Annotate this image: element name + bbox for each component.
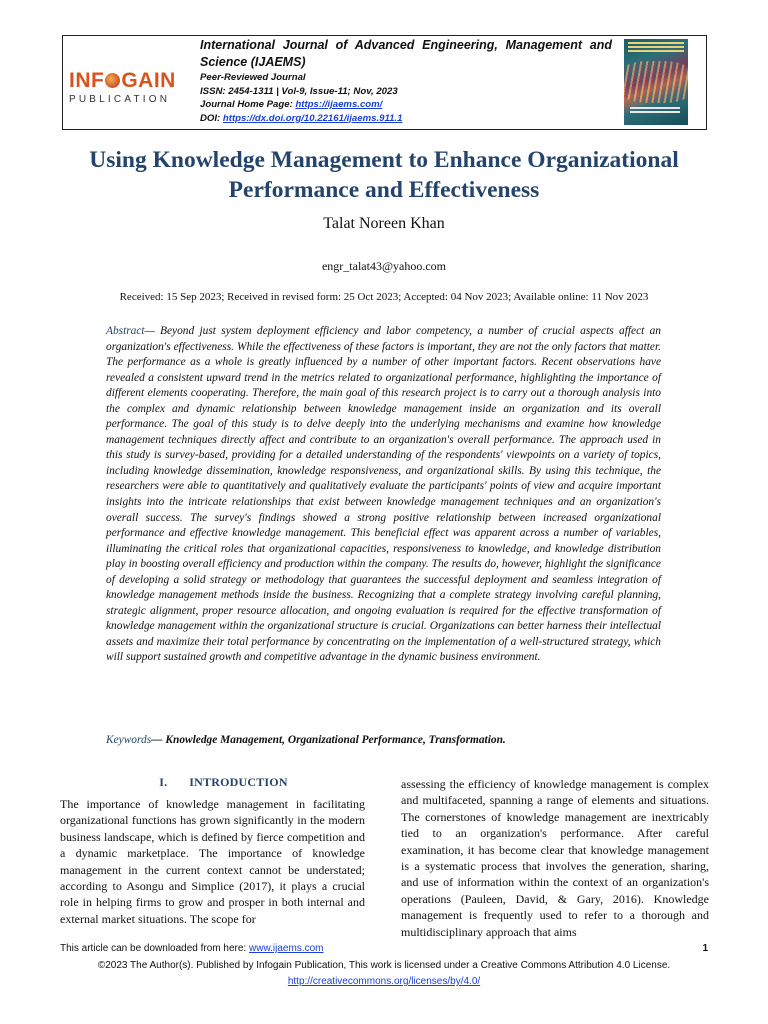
journal-cover-image [624, 39, 688, 125]
section-title: INTRODUCTION [189, 775, 288, 789]
globe-icon [105, 73, 120, 88]
journal-header [62, 35, 707, 130]
keywords-text: Knowledge Management, Organizational Performance, Transformation. [165, 734, 506, 746]
section-heading-introduction [60, 775, 365, 790]
journal-info [200, 37, 612, 125]
issn-line: ISSN: 2454-1311 | Vol-9, Issue-11; Nov, 2023 [200, 85, 398, 97]
abstract-label: Abstract [106, 325, 145, 337]
journal-title: International Journal of Advanced Engineering, Management and Science (IJAEMS) [200, 38, 612, 69]
license-line [0, 976, 768, 987]
footer-download-line: This article can be downloaded from here: www.ijaems.com 1 [60, 943, 708, 954]
keywords: Keywords— Knowledge Management, Organizational Performance, Transformation. [106, 734, 506, 746]
peer-reviewed-label: Peer-Reviewed Journal [200, 72, 306, 83]
keywords-label: Keywords [106, 734, 152, 746]
homepage-link[interactable]: https://ijaems.com/ [295, 99, 383, 110]
download-link[interactable]: www.ijaems.com [249, 943, 324, 954]
abstract: Abstract— Beyond just system deployment efficiency and labor competency, a number of crucial aspects affect an organization's effectiveness. While the effectiveness of these factors is important, they are not the only factors that matter. The performance as a whole is greatly influenced by a number of other important factors. Recent observations have revealed a consistent upward trend in the metrics related to organizational performance, highlighting the importance of different elements cooperating. Therefore, the main goal of this research project is to carry out a thorough analysis into the complex and dynamic relationship between knowledge management inside an organization and its overall performance. The goal of this study is to delve deeply into the underlying mechanisms and examine how knowledge management techniques directly affect and contribute to an organization's overall performance. The approach used in this study is survey-based, providing for a detailed understanding of the respondents' viewpoints on a variety of topics, including knowledge dissemination, knowledge responsiveness, and organizational skills. By using this technique, the researchers were able to quantitatively and qualitatively evaluate the participants' points of view and acquire important insights into the intricate relationships that exist between knowledge management techniques and an organization's overall success. The survey's findings showed a strong positive relationship between increased organizational performance and effective knowledge management. This beneficial effect was apparent across a number of variables, illuminating the critical roles that organizational capacities, responsiveness to knowledge, and knowledge distribution play in boosting overall efficiency and production within the company. The results do, however, highlight the significance of developing a solid strategy or methodology that guarantees the successful deployment and seamless integration of knowledge management methods inside the business. Recognizing that a complete strategy involving careful planning, strategic alignment, proper resource allocation, and ongoing evaluation is required for the effective transformation of knowledge management within the organizational structure is crucial. Organizations can better harness their intellectual assets and maximize their total performance by concentrating on the implementation of a well-structured strategy, which will support sustained growth and competitive advantage in the dynamic business environment. [106, 325, 661, 664]
homepage-line: Journal Home Page: https://ijaems.com/ [200, 99, 383, 110]
section-number: I. [159, 775, 168, 789]
intro-left-column: The importance of knowledge management in facilitating organizational functions has grown significantly in the modern business landscape, which is defined by fierce competition and a dynamic marketplace. The importance of knowledge management in the current context cannot be understated; according to Asongu and Simplice (2017), it plays a crucial role in helping firms to grow and prosper in both internal and external market situations. The scope for [60, 797, 365, 926]
article-dates: Received: 15 Sep 2023; Received in revised form: 25 Oct 2023; Accepted: 04 Nov 2023; Available online: 11 Nov 2023 [119, 291, 649, 303]
doi-link[interactable]: https://dx.doi.org/10.22161/ijaems.911.1 [222, 112, 403, 124]
article-title: Using Knowledge Management to Enhance Organizational Performance and Effectiveness [89, 147, 679, 203]
publisher-logo: INF GAIN PUBLICATION [69, 70, 187, 110]
abstract-text: Beyond just system deployment efficiency and labor competency, a number of crucial aspects affect an organization's effectiveness. While the effectiveness of these factors is important, they are not the only factors that matter. The performance as a whole is greatly influenced by a number of other important factors. Recent observations have revealed a consistent upward trend in the metrics related to organizational performance, highlighting the importance of different elements cooperating. Therefore, the main goal of this research project is to carry out a thorough analysis into the complex and dynamic relationship between knowledge management inside an organization and its overall performance. The goal of this study is to delve deeply into the underlying mechanisms and examine how knowledge management techniques directly affect and contribute to an organization's overall performance. The approach used in this study is survey-based, providing for a detailed understanding of the respondents' viewpoints on a variety of topics, including knowledge dissemination, knowledge responsiveness, and organizational skills. By using this technique, the researchers were able to quantitatively and qualitatively evaluate the participants' points of view and acquire important insights into the intricate relationships that exist between knowledge management techniques and an organization's overall success. The survey's findings showed a strong positive relationship between increased organizational performance and effective knowledge management. This beneficial effect was apparent across a number of variables, illuminating the critical roles that organizational capacities, responsiveness to knowledge, and knowledge distribution play in boosting overall efficiency and production within the company. The results do, however, highlight the significance of developing a solid strategy or methodology that guarantees the successful deployment and seamless integration of knowledge management methods inside the business. Recognizing that a complete strategy involving careful planning, strategic alignment, proper resource allocation, and ongoing evaluation is required for the effective transformation of knowledge management within the organizational structure is crucial. Organizations can better harness their intellectual assets and maximize their total performance by concentrating on the implementation of a well-structured strategy, which will support sustained growth and competitive advantage in the dynamic business environment. [106, 325, 661, 664]
doi-line: DOI: https://dx.doi.org/10.22161/ijaems.911.1 [200, 112, 403, 124]
logo-subtitle: PUBLICATION [69, 94, 171, 105]
copyright-notice: ©2023 The Author(s). Published by Infogain Publication, This work is licensed under a Creative Commons Attribution 4.0 License. [97, 960, 671, 971]
page-number: 1 [702, 943, 708, 954]
author-email: engr_talat43@yahoo.com [321, 259, 446, 273]
intro-right-column: assessing the efficiency of knowledge management is complex and multifaceted, spanning a range of elements and situations. The cornerstones of knowledge management are inextricably tied to an organization's performance. After careful examination, it has become clear that knowledge management is a systematic process that involves the generation, sharing, and use of information within the context of an organization's operations (Pauleen, David, & Gary, 2016). Knowledge management is frequently used to refer to a thorough and multidisciplinary approach that aims [401, 777, 709, 939]
license-link[interactable]: http://creativecommons.org/licenses/by/4.0/ [287, 976, 481, 987]
author-name: Talat Noreen Khan [323, 215, 445, 232]
